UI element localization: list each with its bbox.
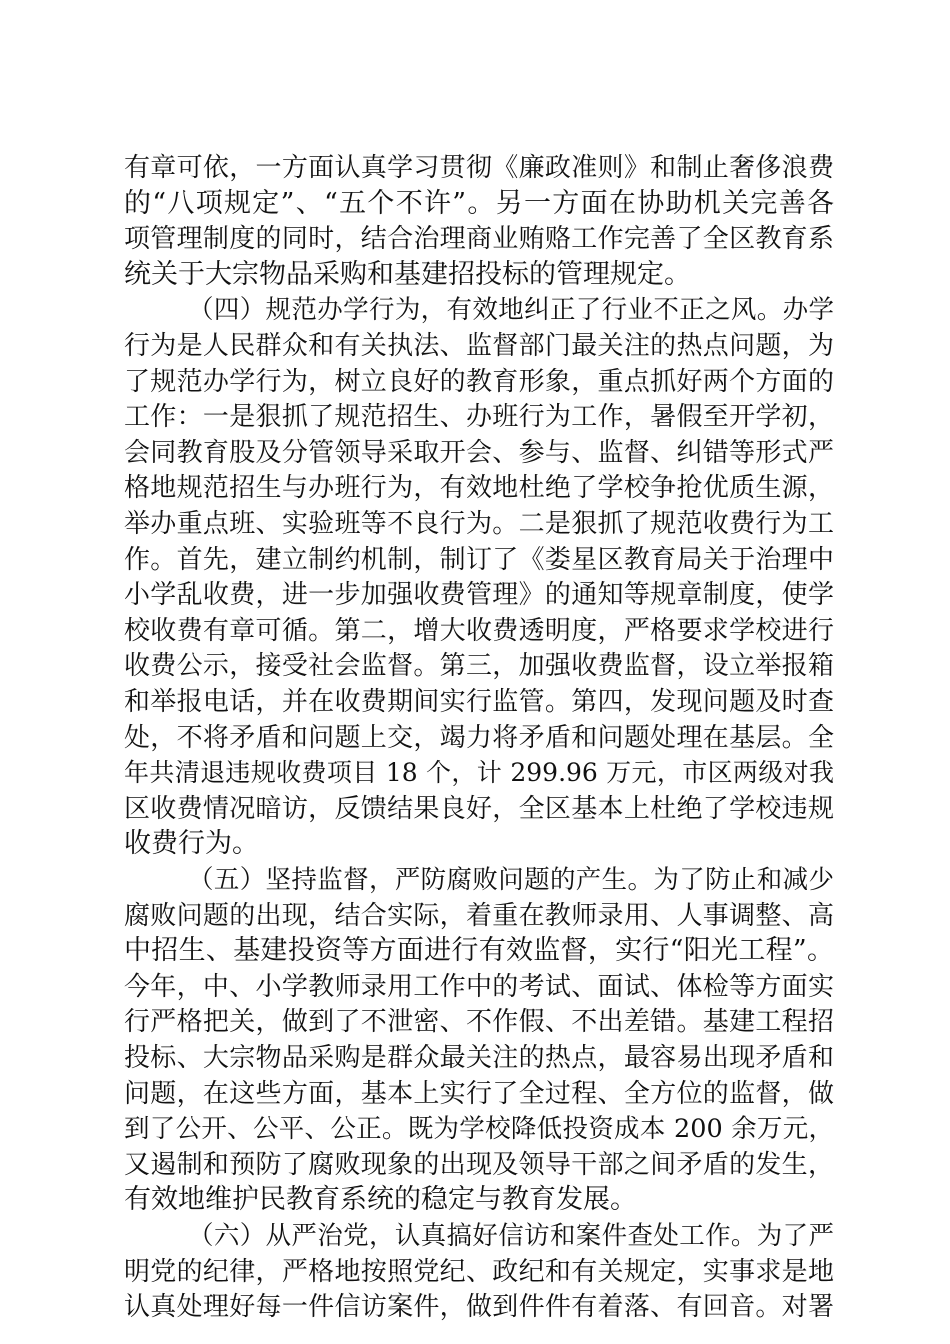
text-line: 的“八项规定”、“五个不许”。另一方面在协助机关完善各: [124, 187, 834, 219]
text-line: 又遏制和预防了腐败现象的出现及领导干部之间矛盾的发生，: [124, 1149, 834, 1180]
text-line: 今年，中、小学教师录用工作中的考试、面试、体检等方面实: [124, 971, 834, 1002]
text-line: 区收费情况暗访，反馈结果良好，全区基本上杜绝了学校违规: [124, 793, 834, 824]
text-line: 有章可依，一方面认真学习贯彻《廉政准则》和制止奢侈浪费: [124, 153, 834, 183]
text-line: 小学乱收费，进一步加强收费管理》的通知等规章制度，使学: [124, 580, 834, 611]
text-line: 行严格把关，做到了不泄密、不作假、不出差错。基建工程招: [124, 1007, 834, 1038]
text-line: 了规范办学行为，树立良好的教育形象，重点抓好两个方面的: [124, 366, 834, 397]
text-line: 收费公示，接受社会监督。第三，加强收费监督，设立举报箱: [124, 651, 834, 682]
text-line: 腐败问题的出现，结合实际，着重在教师录用、人事调整、高: [124, 900, 834, 931]
text-line: 作。首先，建立制约机制，制订了《娄星区教育局关于治理中: [124, 544, 834, 575]
text-line: 到了公开、公平、公正。既为学校降低投资成本 200 余万元，: [124, 1114, 834, 1145]
text-line: 格地规范招生与办班行为，有效地杜绝了学校争抢优质生源，: [124, 473, 834, 504]
text-line: 项管理制度的同时，结合治理商业贿赂工作完善了全区教育系: [124, 224, 834, 255]
text-line: 行为是人民群众和有关执法、监督部门最关注的热点问题，为: [124, 331, 834, 361]
paragraph-first-line: （六）从严治党，认真搞好信访和案件查处工作。为了严: [188, 1221, 834, 1251]
text-line: 有效地维护民教育系统的稳定与教育发展。: [124, 1184, 637, 1216]
text-line: 处，不将矛盾和问题上交，竭力将矛盾和问题处理在基层。全: [124, 722, 834, 753]
text-line: 收费行为。: [124, 828, 259, 860]
text-line: 工作：一是狠抓了规范招生、办班行为工作，暑假至开学初，: [124, 402, 834, 433]
text-line: 和举报电话，并在收费期间实行监管。第四，发现问题及时查: [124, 687, 834, 717]
paragraph-first-line: （五）坚持监督，严防腐败问题的产生。为了防止和减少: [188, 865, 834, 895]
text-line: 投标、大宗物品采购是群众最关注的热点，最容易出现矛盾和: [124, 1043, 834, 1073]
text-line: 明党的纪律，严格地按照党纪、政纪和有关规定，实事求是地: [124, 1256, 834, 1287]
text-line: 校收费有章可循。第二，增大收费透明度，严格要求学校进行: [124, 615, 834, 646]
text-line: 认真处理好每一件信访案件，做到件件有着落、有回音。对署: [124, 1292, 834, 1323]
text-line: 会同教育股及分管领导采取开会、参与、监督、纠错等形式严: [124, 437, 834, 468]
paragraph-first-line: （四）规范办学行为，有效地纠正了行业不正之风。办学: [188, 295, 834, 326]
text-line: 年共清退违规收费项目 18 个，计 299.96 万元，市区两级对我: [124, 758, 834, 788]
text-line: 举办重点班、实验班等不良行为。二是狠抓了规范收费行为工: [124, 509, 834, 539]
text-line: 中招生、基建投资等方面进行有效监督，实行“阳光工程”。: [124, 935, 834, 967]
text-line: 问题，在这些方面，基本上实行了全过程、全方位的监督，做: [124, 1078, 834, 1109]
text-line: 统关于大宗物品采购和基建招投标的管理规定。: [124, 258, 691, 290]
